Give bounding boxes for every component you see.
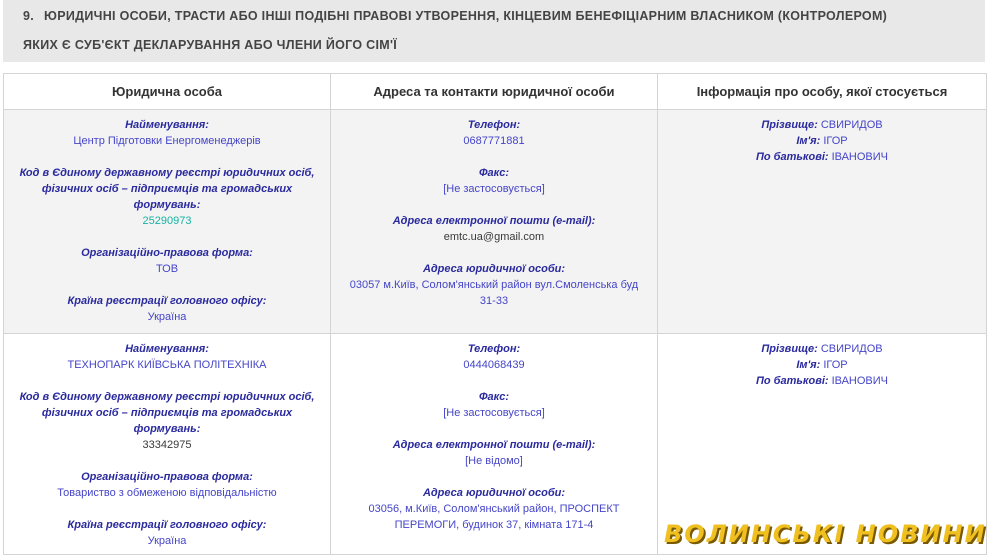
fax-value: [Не застосовується] [443, 183, 545, 195]
code-label-line2: фізичних осіб – підприємців та громадських формувань: [41, 407, 293, 435]
section-number: 9. [23, 9, 35, 23]
column-header-legal-entity: Юридична особа [4, 74, 331, 110]
column-header-address-contacts: Адреса та контакти юридичної особи [331, 74, 658, 110]
patronymic-line [664, 373, 980, 389]
beneficial-ownership-table [3, 73, 987, 555]
section-header [3, 0, 985, 62]
section-title-text: ЮРИДИЧНІ ОСОБИ, ТРАСТИ АБО ІНШІ ПОДІБНІ ПРАВОВІ УТВОРЕННЯ, КІНЦЕВИМ БЕНЕФІЦІАРНИМ ВЛАСНИКОМ (КОНТРОЛЕРОМ) [44, 9, 888, 23]
address-contacts-cell [331, 110, 658, 334]
email-label: Адреса електронної пошти (e-mail): [392, 215, 596, 227]
legal-entity-cell [4, 110, 331, 334]
country-value: Україна [147, 535, 187, 547]
phone-value: 0444068439 [463, 359, 525, 371]
surname-value: СВИРИДОВ [820, 119, 883, 131]
patronymic-label: По батькові: [755, 375, 829, 387]
name-label: Найменування: [125, 343, 209, 355]
patronymic-value: ІВАНОВИЧ [831, 375, 889, 387]
phone-label: Телефон: [467, 343, 521, 355]
surname-line [664, 341, 980, 357]
first-name-label: Ім'я: [796, 135, 821, 147]
name-label: Найменування: [125, 119, 209, 131]
code-label-line2: фізичних осіб – підприємців та громадських формувань: [41, 183, 293, 211]
patronymic-label: По батькові: [755, 151, 829, 163]
first-name-label: Ім'я: [796, 359, 821, 371]
legal-form-label: Організаційно-правова форма: [81, 471, 253, 483]
phone-value: 0687771881 [463, 135, 525, 147]
email-value: emtc.ua@gmail.com [443, 231, 545, 243]
legal-form-label: Організаційно-правова форма: [81, 247, 253, 259]
surname-label: Прізвище: [761, 119, 818, 131]
fax-value: [Не застосовується] [443, 407, 545, 419]
address-value-line1: 03056, м.Київ, Солом'янський район, ПРОСПЕКТ [368, 503, 620, 515]
address-label: Адреса юридичної особи: [422, 263, 566, 275]
country-label: Країна реєстрації головного офісу: [67, 295, 267, 307]
address-label: Адреса юридичної особи: [422, 487, 566, 499]
section-title-line1 [23, 9, 887, 23]
entity-name: Центр Підготовки Енергоменеджерів [73, 135, 261, 147]
surname-value: СВИРИДОВ [820, 343, 883, 355]
surname-line [664, 117, 980, 133]
first-name-line [664, 133, 980, 149]
first-name-value: ІГОР [823, 135, 848, 147]
patronymic-line [664, 149, 980, 165]
address-value-line1: 03057 м.Київ, Солом'янський район вул.Смоленська буд [349, 279, 639, 291]
patronymic-value: ІВАНОВИЧ [831, 151, 889, 163]
entity-name: ТЕХНОПАРК КИЇВСЬКА ПОЛІТЕХНІКА [67, 359, 267, 371]
fax-label: Факс: [478, 391, 510, 403]
watermark-logo: ВОЛИНСЬКІ НОВИНИ [664, 520, 987, 548]
first-name-value: ІГОР [823, 359, 848, 371]
fax-label: Факс: [478, 167, 510, 179]
registry-code: 33342975 [142, 439, 192, 451]
email-value: [Не відомо] [465, 455, 523, 467]
legal-entity-cell [4, 334, 331, 555]
registry-code: 25290973 [142, 215, 192, 227]
table-row [4, 110, 987, 334]
table-header-row [4, 74, 987, 110]
country-value: Україна [147, 311, 187, 323]
country-label: Країна реєстрації головного офісу: [67, 519, 267, 531]
person-info-cell [658, 110, 987, 334]
legal-form-value: ТОВ [155, 263, 179, 275]
address-value-line2: ПЕРЕМОГИ, будинок 37, кімната 171-4 [394, 519, 594, 531]
column-header-person-info: Інформація про особу, якої стосується [658, 74, 987, 110]
email-label: Адреса електронної пошти (e-mail): [392, 439, 596, 451]
surname-label: Прізвище: [761, 343, 818, 355]
section-title-line2: ЯКИХ Є СУБ'ЄКТ ДЕКЛАРУВАННЯ АБО ЧЛЕНИ ЙОГО СІМ'Ї [23, 38, 398, 52]
phone-label: Телефон: [467, 119, 521, 131]
address-value-line2: 31-33 [479, 295, 509, 307]
legal-form-value: Товариство з обмеженою відповідальністю [57, 487, 277, 499]
first-name-line [664, 357, 980, 373]
code-label-line1: Код в Єдиному державному реєстрі юридичних осіб, [19, 391, 315, 403]
code-label-line1: Код в Єдиному державному реєстрі юридичних осіб, [19, 167, 315, 179]
address-contacts-cell [331, 334, 658, 555]
